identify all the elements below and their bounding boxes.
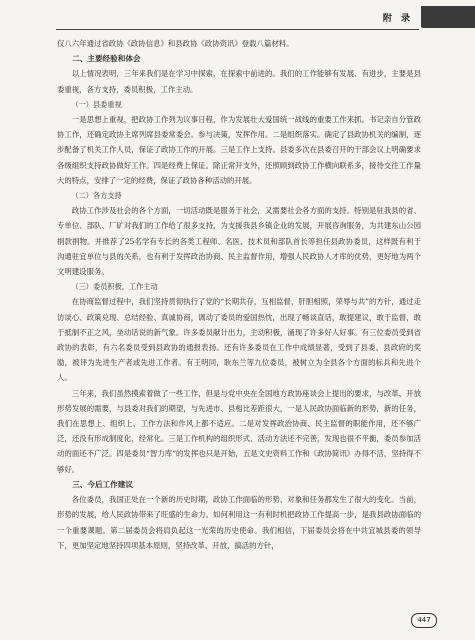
body-paragraph: 各位委员，我国正处在一个新的历史时期，政协工作面临的形势、对象和任务都发生了很大的变化。当前，形势的发展，给人民政协带来了旺盛的生命力。如何利用这一有利时机把政协工作提高一步，是我县政协面临的一个重要课题。第二届委员会将肩负起这一光荣的历史使命。我们相信，下届委员会将在中共宜城县委的领导下，更加坚定地坚持四项基本原则，坚持改革、开放、搞活的方针，: [57, 495, 421, 550]
body-paragraph: 政协工作涉及社会的各个方面，一切活动既是服务于社会，又需要社会各方面的支持。特别是驻我县的省、专单位、部队、厂矿对我们的工作给了很多支持，为支援我县乡镇企业的发展，开展咨询服务，为共建东山公园捐款捐物。并推荐了25名学有专长的各类工程师、名医、技术员和部队首长等担任县政协委员，这样既有利于沟通驻宜单位与县的关系，也有利于发挥政治协商、民主监督作用，增强人民政协人才库的优势，更好地为两个文明建设服务。: [57, 206, 421, 277]
body-paragraph: 仅八六年通过省政协《政协信息》和县政协《政协资讯》登载八篇材料。: [57, 39, 294, 48]
page-number: 447: [411, 613, 437, 628]
subsection-heading: （一）县委重视: [71, 99, 122, 109]
section-heading: 三、今后工作建议: [72, 479, 133, 489]
subsection-heading: （三）委员积极，工作主动: [71, 282, 158, 292]
page-body: [57, 36, 421, 553]
body-paragraph: 以上情况表明，三年来我们是在学习中探索，在探索中前进的。我们的工作能够有发展、有进步，主要是县委重视，各方支持，委员积极，工作主动。: [57, 69, 421, 94]
running-head-title: 附 录: [382, 14, 413, 24]
page-header: [0, 0, 475, 30]
body-paragraph: 在协商监督过程中，我们坚持贯彻执行了党的“长期共存，互相监督，肝胆相照，荣辱与共”的方针，通过走访谈心、政策兑现、总结经验、真诚协商，调动了委员的爱国热忱，出现了畅谈直话，敢提建议，敢于监督，敢于抵制不正之风，坐动话说的新气象。许多委员献计出力，主动积极，涌现了许多好人好事。有三位委员受到省政协的表彰，有六名委员受到县政协的通报表扬。还有许多委员在工作中成绩显著，受到了县委、县政府的奖励，被评为先进生产者或先进工作者。有王明同，耿东兰等九位委员，被树立为全县各个方面的标兵和先进个人。: [57, 297, 421, 383]
subsection-heading: （二）各方支持: [71, 191, 122, 201]
header-rule: [56, 29, 419, 30]
header-tab-decoration: [421, 6, 475, 28]
body-paragraph: 一是思想上重视，把政协工作列为议事日程，作为发展壮大爱国统一战线的重要工作来抓。书记亲自分管政协工作，还确定政协主席列席县委常委会。参与决策，发挥作用。二是组织落实。确定了县政协机关的编制，逐步配备了机关工作人员，保证了政协工作的开展。三是工作上支持。县委多次在县委召开的干部会议上明确要求各级组织支持政协做好工作。四是经费上保证。除正常开支外，还照顾到政协工作横向联系多，接待交往工作量大的特点，安排了一定的经费，保证了政协各种活动的开展。: [57, 115, 421, 185]
section-heading: 二、主要经验和体会: [72, 54, 141, 64]
body-paragraph: 三年来，我们虽然摸索着做了一些工作，但是与党中央在全国地方政协座谈会上提出的要求，与改革、开放形势发展的需要，与县委对我们的期望，与先进市、县相比差距很大，一是人民政协面临新的形势，新的任务，我们在思想上、组织上、工作方法和作风上都不适应。二是对发挥政治协商、民主监督的职能作用，还不够广泛，还没有形成制度化，经常化。三是工作机构的组织形式、活动方法还不完善，发现也很不平衡，委员参加活动的面还不广泛。四是委员“智力库”的发挥也只是开始，五是文史资料工作和《政协简讯》办得不活，坚持得不够好。: [57, 388, 421, 474]
